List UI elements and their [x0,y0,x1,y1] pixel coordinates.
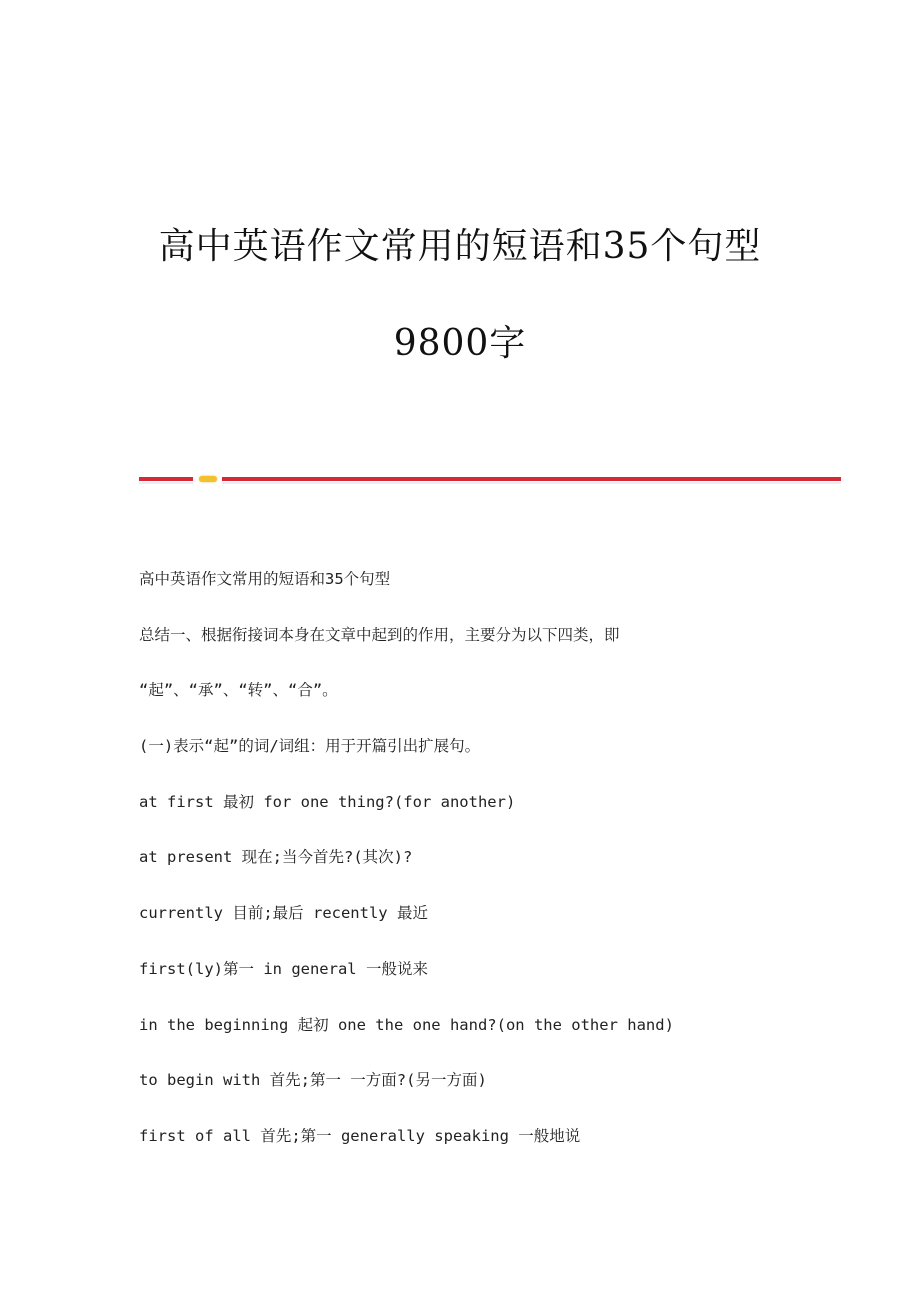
divider-right-bar [222,477,841,481]
document-title: 高中英语作文常用的短语和35个句型 [158,226,762,267]
phrase-line: at present 现在;当今首先?(其次)? [139,848,413,867]
phrase-line: at first 最初 for one thing?(for another) [139,792,516,811]
title-divider [139,477,841,483]
document-title-word-count: 9800字 [393,323,527,364]
pencil-ornament-icon [199,476,217,482]
body-subtitle: 高中英语作文常用的短语和35个句型 [139,570,391,588]
phrase-line: currently 目前;最后 recently 最近 [139,904,428,923]
divider-left-bar [139,477,193,481]
section-heading: (一)表示“起”的词/词组：用于开篇引出扩展句。 [139,737,481,756]
body-paragraph: 总结一、根据衔接词本身在文章中起到的作用，主要分为以下四类，即 [139,625,620,644]
phrase-line: first of all 首先;第一 generally speaking 一般地说 [139,1126,581,1145]
phrase-line: in the beginning 起初 one the one hand?(on the other hand) [139,1015,674,1034]
document-body [139,566,839,1179]
body-paragraph: “起”、“承”、“转”、“合”。 [139,681,338,700]
phrase-line: to begin with 首先;第一 一方面?(另一方面) [139,1071,487,1090]
phrase-line: first(ly)第一 in general 一般说来 [139,959,428,978]
